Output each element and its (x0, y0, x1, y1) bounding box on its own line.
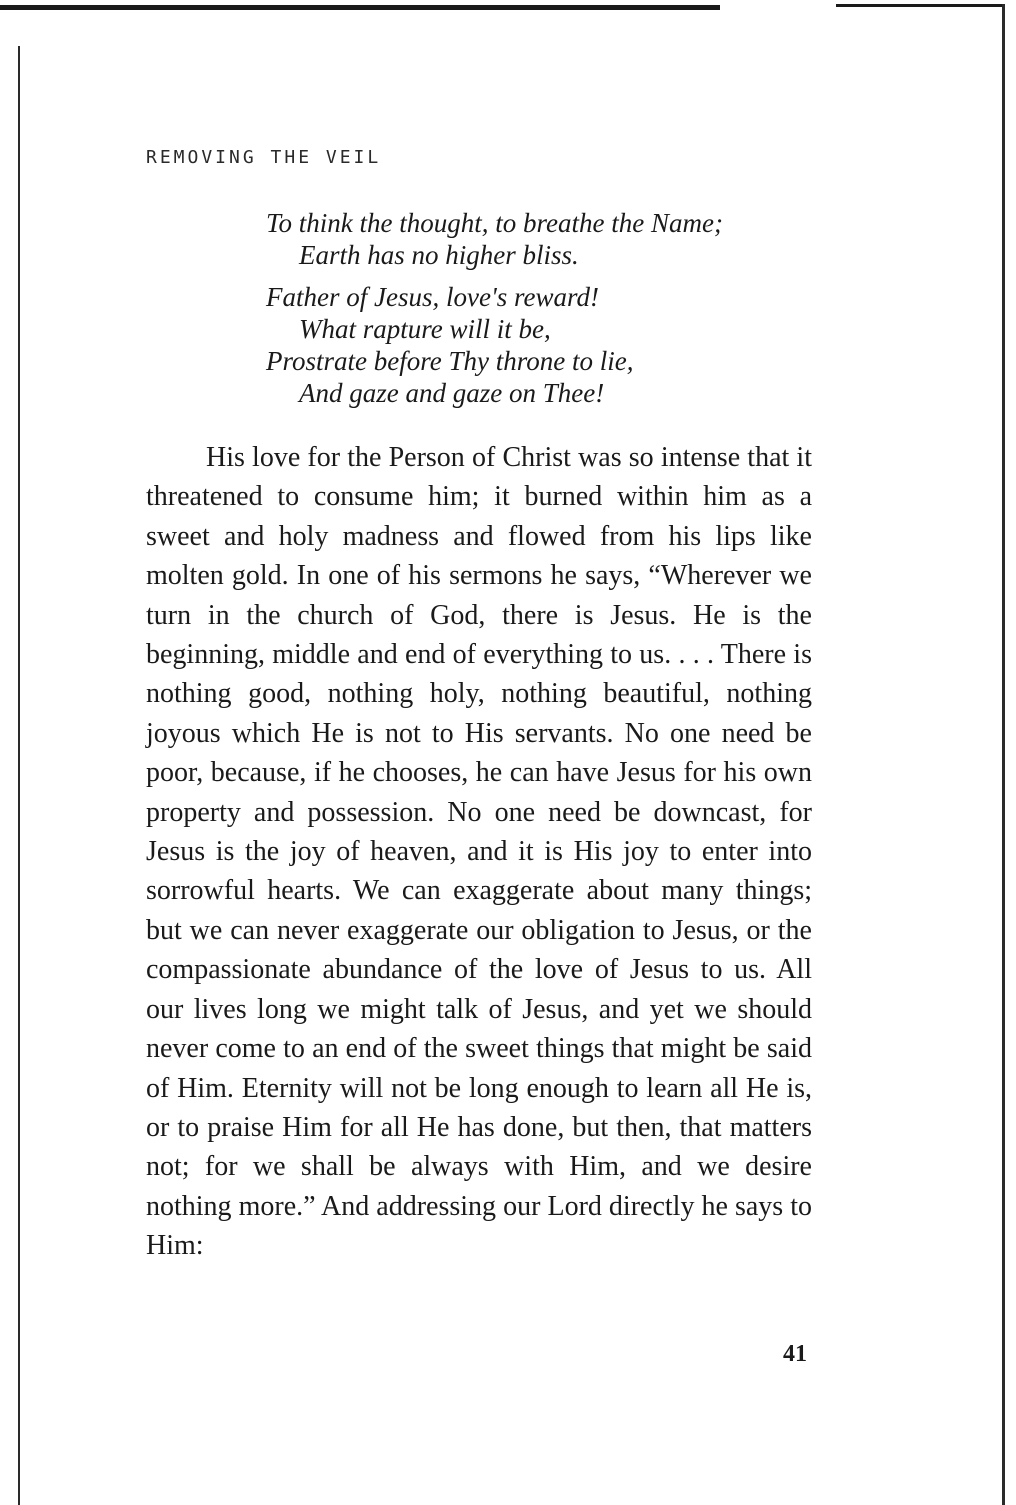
poem-line: Prostrate before Thy throne to lie, (266, 346, 634, 376)
running-head: REMOVING THE VEIL (146, 147, 382, 168)
page-edge-left (18, 46, 20, 1505)
top-rule-right (836, 4, 1004, 7)
top-rule-left (0, 5, 720, 10)
page-edge-right (1002, 4, 1005, 1505)
stanza-gap (266, 271, 826, 281)
page-number: 41 (783, 1341, 807, 1367)
poem-line: And gaze and gaze on Thee! (299, 378, 605, 408)
poem-line: Earth has no higher bliss. (299, 240, 579, 270)
poem-block (266, 207, 826, 409)
poem-line: What rapture will it be, (299, 314, 551, 344)
poem-line: To think the thought, to breathe the Name; (266, 208, 723, 238)
poem-line: Father of Jesus, love's reward! (266, 282, 599, 312)
body-paragraph: His love for the Person of Christ was so intense that it threatened to consume him; it burned within him as a sweet and holy madness and flowed from his lips like molten gold. In one of his sermons he says, “Wherever we turn in the church of God, there is Jesus. He is the beginning, middle and end of everything to us. . . . There is nothing good, nothing holy, nothing beautiful, nothing joyous which He is not to His servants. No one need be poor, because, if he chooses, he can have Jesus for his own property and possession. No one need be downcast, for Jesus is the joy of heaven, and it is His joy to enter into sorrowful hearts. We can exaggerate about many things; but we can never exaggerate our obligation to Jesus, or the compassionate abundance of the love of Jesus to us. All our lives long we might talk of Jesus, and yet we should never come to an end of the sweet things that might be said of Him. Eternity will not be long enough to learn all He is, or to praise Him for all He has done, but then, that matters not; for we shall be always with Him, and we desire nothing more.” And addressing our Lord directly he says to Him: (146, 442, 812, 1262)
